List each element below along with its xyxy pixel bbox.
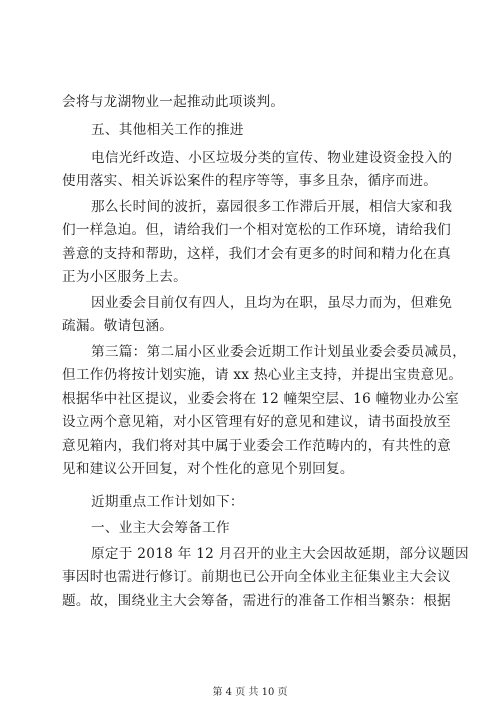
body-line: 那么长时间的波折，嘉园很多工作滞后开展，相信大家和我: [91, 199, 453, 215]
body-line: 根据华中社区提议，业委会将在 12 幢架空层、16 幢物业办公室: [62, 391, 459, 407]
body-line: 疏漏。敬请包涵。: [62, 318, 174, 334]
body-line: 使用落实、相关诉讼案件的程序等等，事多且杂，循序而进。: [62, 173, 438, 189]
body-line: 但工作仍将按计划实施，请 xx 热心业主支持，并提出宝贵意见。: [62, 367, 463, 383]
body-line: 第三篇：第二届小区业委会近期工作计划虽业委会委员减员，: [91, 344, 467, 360]
body-line: 们一样急迫。但，请给我们一个相对宽松的工作环境，请给我们: [62, 222, 452, 238]
body-line: 正为小区服务上去。: [62, 269, 188, 285]
body-line: 因业委会目前仅有四人，且均为在职，虽尽力而为，但难免: [91, 295, 453, 311]
section-heading: 一、业主大会筹备工作: [91, 520, 230, 536]
body-line: 设立两个意见箱，对小区管理有好的意见和建议，请书面投放至: [62, 414, 452, 430]
body-line: 事因时也需进行修订。前期也已公开向全体业主征集业主大会议: [62, 569, 452, 585]
body-line: 会将与龙湖物业一起推动此项谈判。: [62, 94, 285, 110]
body-line: 见和建议公开回复，对个性化的意见个别回复。: [62, 461, 354, 477]
body-line: 题。故，围绕业主大会筹备，需进行的准备工作相当繁杂：根据: [62, 593, 452, 609]
body-line: 电信光纤改造、小区垃圾分类的宣传、物业建设资金投入的: [91, 150, 453, 166]
body-line: 善意的支持和帮助，这样，我们才会有更多的时间和精力化在真: [62, 246, 452, 262]
body-line: 意见箱内，我们将对其中属于业委会工作范畴内的，有共性的意: [62, 438, 452, 454]
body-line: 原定于 2018 年 12 月召开的业主大会因故延期，部分议题因: [91, 546, 469, 562]
section-heading: 近期重点工作计划如下：: [91, 494, 244, 510]
page-number-footer: 第 4 页 共 10 页: [212, 687, 288, 698]
section-heading: 五、其他相关工作的推进: [91, 122, 244, 138]
